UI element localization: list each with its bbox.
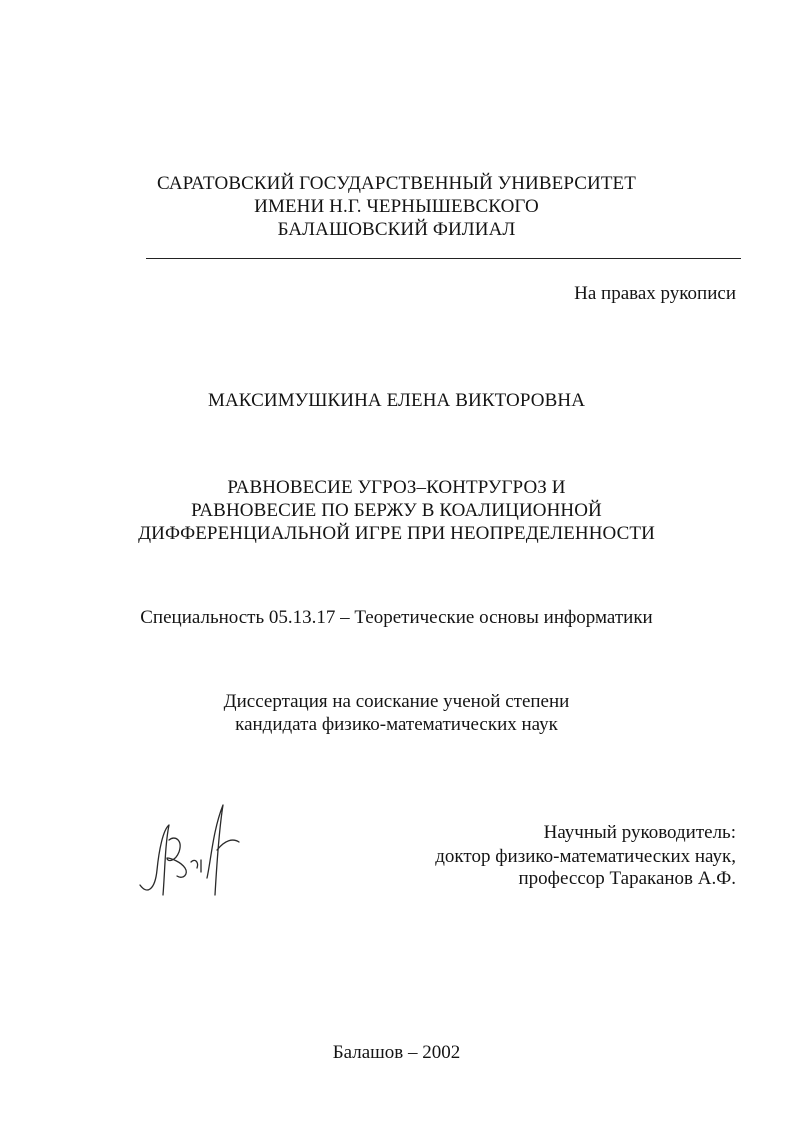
supervisor-name: профессор Тараканов А.Ф. xyxy=(518,868,736,889)
thesis-title-line-1: РАВНОВЕСИЕ УГРОЗ–КОНТРУГРОЗ И xyxy=(227,477,566,498)
handwritten-signature-icon xyxy=(135,800,245,910)
footer-city-year: Балашов – 2002 xyxy=(332,1042,461,1063)
author-name: МАКСИМУШКИНА ЕЛЕНА ВИКТОРОВНА xyxy=(207,390,586,411)
thesis-title-line-2: РАВНОВЕСИЕ ПО БЕРЖУ В КОАЛИЦИОННОЙ xyxy=(191,500,602,521)
degree-line-1: Диссертация на соискание ученой степени xyxy=(223,691,570,712)
supervisor-label: Научный руководитель: xyxy=(543,822,736,843)
supervisor-degree: доктор физико-математических наук, xyxy=(435,846,736,867)
specialty: Специальность 05.13.17 – Теоретические основы информатики xyxy=(140,607,653,628)
branch-name: БАЛАШОВСКИЙ ФИЛИАЛ xyxy=(277,219,516,240)
header-divider xyxy=(146,258,741,259)
degree-line-2: кандидата физико-математических наук xyxy=(235,714,558,735)
university-name: САРАТОВСКИЙ ГОСУДАРСТВЕННЫЙ УНИВЕРСИТЕТ xyxy=(157,173,636,194)
thesis-title-line-3: ДИФФЕРЕНЦИАЛЬНОЙ ИГРЕ ПРИ НЕОПРЕДЕЛЕННОСТИ xyxy=(138,523,655,544)
university-named-after: ИМЕНИ Н.Г. ЧЕРНЫШЕВСКОГО xyxy=(254,196,539,217)
manuscript-note: На правах рукописи xyxy=(574,283,736,304)
